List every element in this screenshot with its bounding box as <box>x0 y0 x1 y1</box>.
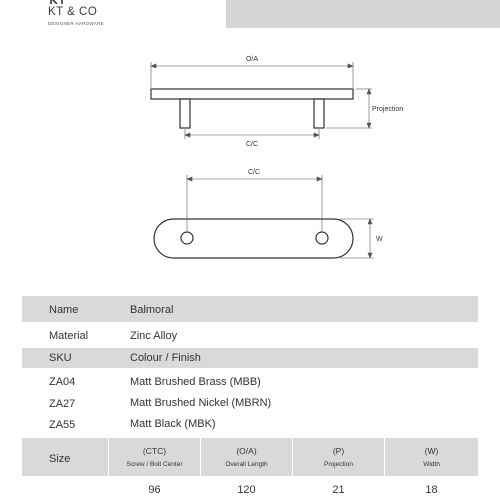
size-col-desc: Screw / Bolt Center <box>126 461 183 468</box>
side-view <box>151 89 353 128</box>
size-value-w: 18 <box>425 484 438 496</box>
finish-sku: ZA04 <box>49 376 76 388</box>
name-value: Balmoral <box>130 304 174 316</box>
projection-label: Projection <box>372 106 404 113</box>
size-col-oa <box>201 438 292 476</box>
handle-bar <box>151 89 353 99</box>
size-col-desc: Overall Length <box>225 461 268 468</box>
size-value-p: 21 <box>332 484 345 496</box>
size-value-ctc: 96 <box>148 484 161 496</box>
size-value-oa: 120 <box>237 484 256 496</box>
size-label: Size <box>49 453 71 465</box>
size-header-row <box>22 438 478 476</box>
sku-label: SKU <box>49 352 72 364</box>
size-col-w <box>385 438 478 476</box>
width-dimension <box>340 219 374 258</box>
screw-hole-left <box>181 232 193 244</box>
specification-table <box>22 296 478 496</box>
size-values-row <box>22 476 478 496</box>
finish-name: Matt Brushed Nickel (MBRN) <box>130 397 272 409</box>
name-row <box>22 296 478 322</box>
handle-post-right <box>314 99 324 128</box>
size-col-ctc <box>109 438 200 476</box>
brand-tagline: DESIGNER HARDWARE <box>48 21 104 26</box>
size-col-p <box>293 438 384 476</box>
finish-sku: ZA55 <box>49 419 76 431</box>
overall-label: O/A <box>245 56 259 63</box>
top-view <box>154 219 353 258</box>
brand-name: KT & CO <box>48 6 98 18</box>
material-label: Material <box>49 330 89 342</box>
material-value: Zinc Alloy <box>130 330 178 342</box>
size-col-abbr: (W) <box>424 446 439 456</box>
finishes-block <box>22 368 478 438</box>
finish-sku: ZA27 <box>49 398 76 410</box>
handle-post-left <box>180 99 190 128</box>
size-col-desc: Projection <box>324 461 353 468</box>
width-label: W <box>376 236 383 243</box>
finish-name: Matt Brushed Brass (MBB) <box>130 376 261 388</box>
sku-header-row <box>22 348 478 368</box>
name-label: Name <box>49 304 79 316</box>
size-col-abbr: (P) <box>332 446 345 456</box>
size-col-abbr: (O/A) <box>236 446 257 456</box>
material-row <box>22 322 478 348</box>
cc-label-side: C/C <box>245 141 259 148</box>
overall-dimension <box>151 62 353 88</box>
size-col-desc: Width <box>423 461 440 468</box>
projection-dimension <box>326 89 372 128</box>
cc-dimension-top <box>187 175 322 231</box>
finish-name: Matt Black (MBK) <box>130 418 216 430</box>
screw-hole-right <box>316 232 328 244</box>
sku-value: Colour / Finish <box>130 352 201 364</box>
cc-label-top: C/C <box>247 169 261 176</box>
size-col-abbr: (CTC) <box>142 446 167 456</box>
handle-top-outline <box>154 219 353 258</box>
cc-dimension-side <box>185 129 319 139</box>
